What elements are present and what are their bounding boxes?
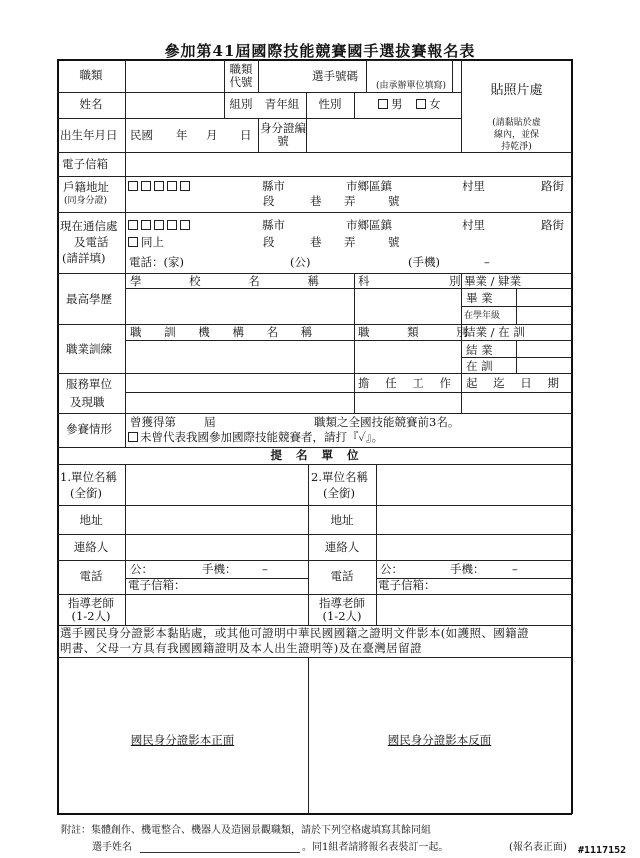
job-period-header: 起 迄 日 期 — [466, 376, 559, 390]
contact-phone-office: (公) — [290, 255, 311, 269]
label-household: 戶籍地址 — [63, 180, 109, 194]
nominator-header: 提 名 單 位 — [270, 448, 359, 462]
unit2-teacher-label: 指導老師 — [319, 596, 365, 610]
player-no-field[interactable] — [367, 60, 450, 80]
unit2-phone-office: 公： — [380, 562, 403, 576]
id-no-field[interactable] — [307, 119, 460, 151]
label-group: 組別 — [229, 97, 253, 111]
training-org-header: 職 訓 機 構 名 稱 — [130, 325, 313, 339]
id-back-label: 國民身分證影本反面 — [387, 733, 492, 747]
unit1-contact-label: 連絡人 — [73, 540, 109, 554]
form-side-label: (報名表正面) — [509, 842, 567, 853]
contact-township: 市鄉區鎮 — [346, 218, 392, 232]
unit2-teacher-sub: (1-2人) — [322, 609, 362, 623]
female-label: 女 — [429, 97, 441, 111]
birth-year: 年 — [176, 128, 188, 142]
label-job-2: 及現職 — [70, 395, 105, 409]
contact-alley: 弄 — [344, 235, 356, 249]
unit2-phone-dash: – — [512, 562, 518, 576]
training-completed: 結 業 — [466, 343, 493, 357]
label-competition: 參賽情形 — [66, 422, 112, 436]
footer-name-line[interactable] — [140, 852, 300, 853]
unit1-email: 電子信箱： — [128, 578, 186, 592]
name-field[interactable] — [126, 93, 223, 117]
never-competed-checkbox[interactable] — [128, 432, 138, 442]
female-checkbox[interactable] — [416, 99, 426, 109]
photo-area[interactable] — [462, 60, 571, 151]
unit2-teacher-field[interactable] — [377, 595, 570, 624]
household-sub: (同身分證) — [64, 196, 108, 206]
household-village: 村里 — [462, 179, 485, 193]
household-street: 路街 — [541, 179, 564, 193]
id-back-area[interactable] — [309, 658, 570, 812]
household-alley: 弄 — [344, 194, 356, 208]
photo-note-3: 持乾淨) — [501, 142, 532, 152]
edu-status-header: 畢業 / 肄業 — [464, 274, 522, 288]
form-stamp: #1117152 — [578, 845, 627, 856]
unit2-phone-label: 電話 — [330, 569, 354, 583]
label-name: 姓名 — [79, 97, 103, 111]
contact-number: 號 — [388, 235, 400, 249]
unit2-address-field[interactable] — [377, 506, 570, 533]
edu-graduated: 畢 業 — [466, 291, 493, 305]
contact-phone-home: 電話：(家) — [129, 255, 184, 269]
contact-phone-mobile: (手機) — [408, 255, 440, 269]
email-field[interactable] — [126, 153, 570, 175]
unit2-name-field[interactable] — [377, 465, 570, 504]
contact-section: 段 — [263, 235, 275, 249]
unit1-name-label: 1.單位名稱 — [60, 470, 117, 484]
photo-note-1: (請黏貼於虛 — [492, 118, 541, 128]
unit1-phone-office: 公： — [130, 562, 153, 576]
unit2-name-sub: (全銜) — [323, 486, 355, 500]
label-contact-2: 及電話 — [74, 235, 109, 249]
edu-school-header: 學 校 名 稱 — [130, 274, 319, 288]
id-front-label: 國民身分證影本正面 — [130, 733, 235, 747]
unit1-address-label: 地址 — [79, 513, 103, 527]
unit1-teacher-field[interactable] — [126, 595, 307, 624]
training-category-header: 職 類 別 — [358, 325, 468, 339]
edu-dept-header: 科 別 — [358, 274, 461, 288]
department-field[interactable] — [355, 289, 460, 323]
contact-lane: 巷 — [310, 235, 322, 249]
unit2-name-label: 2.單位名稱 — [311, 470, 368, 484]
training-ongoing: 在 訓 — [466, 359, 493, 373]
id-notice-line2: 明書、父母一方具有我國國籍證明及本人出生證明等)及在臺灣居留證 — [60, 641, 422, 655]
contact-street: 路街 — [541, 218, 564, 232]
same-label: 同上 — [141, 235, 164, 249]
unit1-name-field[interactable] — [126, 465, 307, 504]
edu-enrolled: 在學年級 — [464, 311, 501, 321]
unit1-contact-field[interactable] — [126, 535, 307, 559]
label-job-1: 服務單位 — [66, 377, 112, 391]
household-section: 段 — [263, 194, 275, 208]
id-notice-line1: 選手國民身分證影本黏貼處，或其他可證明中華民國國籍之證明文件影本(如護照、國籍證 — [60, 626, 529, 640]
unit1-teacher-sub: (1-2人) — [71, 609, 111, 623]
unit2-contact-label: 連絡人 — [324, 540, 360, 554]
employer-field[interactable] — [126, 374, 353, 412]
label-training: 職業訓練 — [66, 342, 112, 356]
contact-village: 村里 — [462, 218, 485, 232]
birth-era: 民國 — [130, 128, 153, 142]
label-birth: 出生年月日 — [60, 128, 118, 142]
unit1-address-field[interactable] — [126, 506, 307, 533]
unit2-contact-field[interactable] — [377, 535, 570, 559]
male-label: 男 — [391, 97, 403, 111]
label-education: 最高學歷 — [66, 292, 112, 306]
footer-note-2b: 。同1組者請將報名表裝訂一起。 — [302, 842, 449, 853]
form-title: 參加第41屆國際技能競賽國手選拔賽報名表 — [164, 42, 476, 60]
label-contact-3: (請詳填) — [62, 251, 106, 265]
unit1-phone-label: 電話 — [79, 569, 103, 583]
competition-line1-a: 曾獲得第 — [130, 415, 176, 429]
label-id-no: 身分證編號 — [260, 121, 306, 148]
contact-county: 縣市 — [262, 218, 285, 232]
label-email: 電子信箱 — [62, 157, 108, 171]
unit1-phone-mobile: 手機： — [202, 562, 237, 576]
unit2-phone-mobile: 手機： — [450, 562, 485, 576]
household-township: 市鄉區鎮 — [346, 179, 392, 193]
label-job-title: 職類 — [79, 68, 103, 82]
photo-label: 貼照片處 — [490, 83, 543, 98]
training-org-field[interactable] — [126, 341, 353, 372]
household-number: 號 — [388, 194, 400, 208]
competition-line1-c: 職類之全國技能競賽前3名。 — [314, 415, 460, 429]
id-front-area[interactable] — [58, 658, 307, 812]
label-job-code-text: 職類代號 — [229, 62, 253, 89]
unit1-teacher-label: 指導老師 — [68, 596, 114, 610]
school-name-field[interactable] — [126, 289, 353, 323]
footer-note-1: 附註：集體創作、機電整合、機器人及造園景觀職類，請於下列空格處填寫其餘同組 — [61, 825, 431, 836]
player-no-note: (由承辦單位填寫) — [376, 81, 447, 91]
group-value: 青年組 — [264, 97, 300, 111]
competition-line1-b: 屆 — [204, 415, 216, 429]
unit2-address-label: 地址 — [330, 513, 354, 527]
competition-line2: 未曾代表我國參加國際技能競賽者，請打『✓』。 — [140, 430, 384, 444]
training-category-field[interactable] — [355, 341, 460, 372]
household-lane: 巷 — [310, 194, 322, 208]
training-status-header: 結業 / 在 訓 — [464, 325, 525, 339]
label-gender: 性別 — [318, 97, 342, 111]
footer-note-2a: 選手姓名 — [92, 842, 132, 853]
unit2-email: 電子信箱： — [378, 578, 436, 592]
unit1-name-sub: (全銜) — [70, 486, 102, 500]
job-position-header: 擔 任 工 作 — [358, 376, 451, 390]
photo-note-2: 線內，並保 — [493, 130, 539, 140]
birth-day: 日 — [240, 128, 252, 142]
label-player-no: 選手號碼 — [312, 69, 358, 83]
birth-month: 月 — [206, 128, 218, 142]
contact-phone-dash: – — [484, 255, 490, 269]
male-checkbox[interactable] — [378, 99, 388, 109]
same-checkbox[interactable] — [128, 237, 138, 247]
unit1-phone-dash: – — [262, 562, 268, 576]
household-county: 縣市 — [262, 179, 285, 193]
label-contact-1: 現在通信處 — [60, 219, 118, 233]
label-job-code — [226, 63, 256, 89]
